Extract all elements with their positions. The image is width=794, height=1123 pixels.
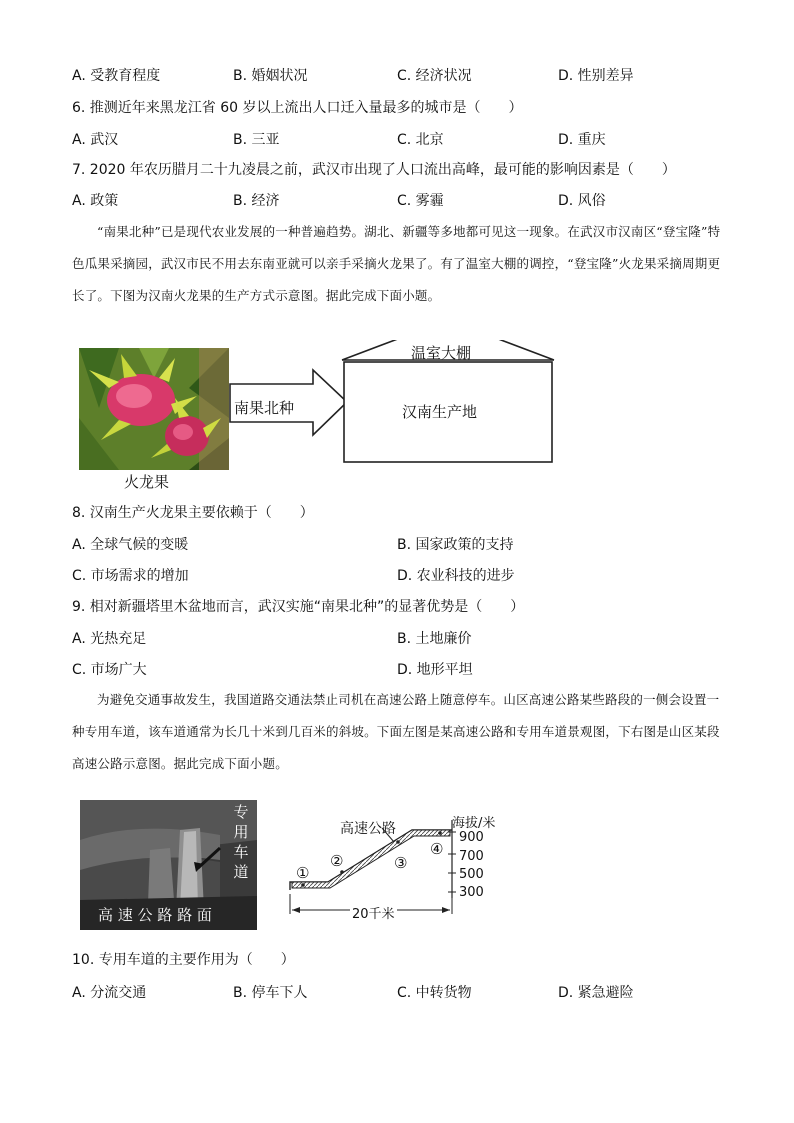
q10-option-c: C. 中转货物 [397,985,472,1001]
marker-1: ① [296,864,310,882]
passage-dragon-fruit: “南果北种”已是现代农业发展的一种普遍趋势。湖北、新疆等多地都可见这一现象。在武汉市汉南区“登宝隆”特色瓜果采摘园，武汉市民不用去东南亚就可以亲手采摘火龙果了。有了温室大棚的调控，“登宝隆”火龙果采摘周期更长了。下图为汉南火龙果的生产方式示意图。据此完成下面小题。 [72,224,721,303]
axis-tick-300: 300 [459,885,484,900]
axis-tick-500: 500 [459,867,484,882]
q9-option-c: C. 市场广大 [72,662,147,678]
q5-option-c: C. 经济状况 [397,68,472,84]
photo-side-label: 专用车道 [233,803,249,881]
distance-label: 20千米 [350,903,397,922]
q8-option-a: A. 全球气候的变暖 [72,537,189,553]
q5-option-d: D. 性别差异 [558,68,634,84]
q5-option-b: B. 婚姻状况 [233,68,308,84]
q8-option-c: C. 市场需求的增加 [72,568,189,584]
greenhouse-roof-label: 温室大棚 [411,344,472,362]
q9-stem: 9. 相对新疆塔里木盆地而言，武汉实施“南果北种”的显著优势是（ ） [72,599,525,615]
q9-option-a: A. 光热充足 [72,631,147,647]
q6-stem: 6. 推测近年来黑龙江省 60 岁以上流出人口迁入量最多的城市是（ ） [72,100,523,116]
photo-bottom-label: 高 速 公 路 路 面 [98,906,212,924]
highway-profile-diagram [286,806,516,926]
q7-option-a: A. 政策 [72,193,119,209]
q10-option-d: D. 紧急避险 [558,985,634,1001]
q9-option-b: B. 土地廉价 [397,631,472,647]
marker-2: ② [330,852,344,870]
highway-lane-photo [80,800,257,930]
greenhouse-body-label: 汉南生产地 [402,403,478,421]
axis-title: 海拔/米 [452,816,496,831]
q6-option-d: D. 重庆 [558,132,606,148]
passage-emergency-lane: 为避免交通事故发生，我国道路交通法禁止司机在高速公路上随意停车。山区高速公路某些路段的一侧会设置一种专用车道，该车道通常为长几十米到几百米的斜坡。下面左图是某高速公路和专用车道景观图，下右图是山区某段高速公路示意图。据此完成下面小题。 [72,692,720,771]
q6-option-b: B. 三亚 [233,132,280,148]
south-to-north-arrow [72,340,562,495]
q8-option-d: D. 农业科技的进步 [397,568,515,584]
q9-option-d: D. 地形平坦 [397,662,473,678]
q6-option-c: C. 北京 [397,132,444,148]
arrow-label: 南果北种 [234,399,295,417]
q8-stem: 8. 汉南生产火龙果主要依赖于（ ） [72,505,314,521]
q7-option-c: C. 雾霾 [397,193,444,209]
marker-4: ④ [430,840,444,858]
photo-caption: 火龙果 [124,473,170,491]
q10-stem: 10. 专用车道的主要作用为（ ） [72,952,295,968]
q10-option-a: A. 分流交通 [72,985,147,1001]
q8-option-b: B. 国家政策的支持 [397,537,514,553]
figure-dragon-fruit-production [72,340,562,495]
q7-option-d: D. 风俗 [558,193,606,209]
q7-stem: 7. 2020 年农历腊月二十九凌晨之前，武汉市出现了人口流出高峰，最可能的影响因素是（ ） [72,162,676,178]
q5-option-a: A. 受教育程度 [72,68,161,84]
q7-option-b: B. 经济 [233,193,280,209]
axis-tick-700: 700 [459,849,484,864]
axis-tick-900: 900 [459,830,484,845]
q10-option-b: B. 停车下人 [233,985,308,1001]
road-label: 高速公路 [340,821,396,837]
marker-3: ③ [394,854,408,872]
q6-option-a: A. 武汉 [72,132,119,148]
